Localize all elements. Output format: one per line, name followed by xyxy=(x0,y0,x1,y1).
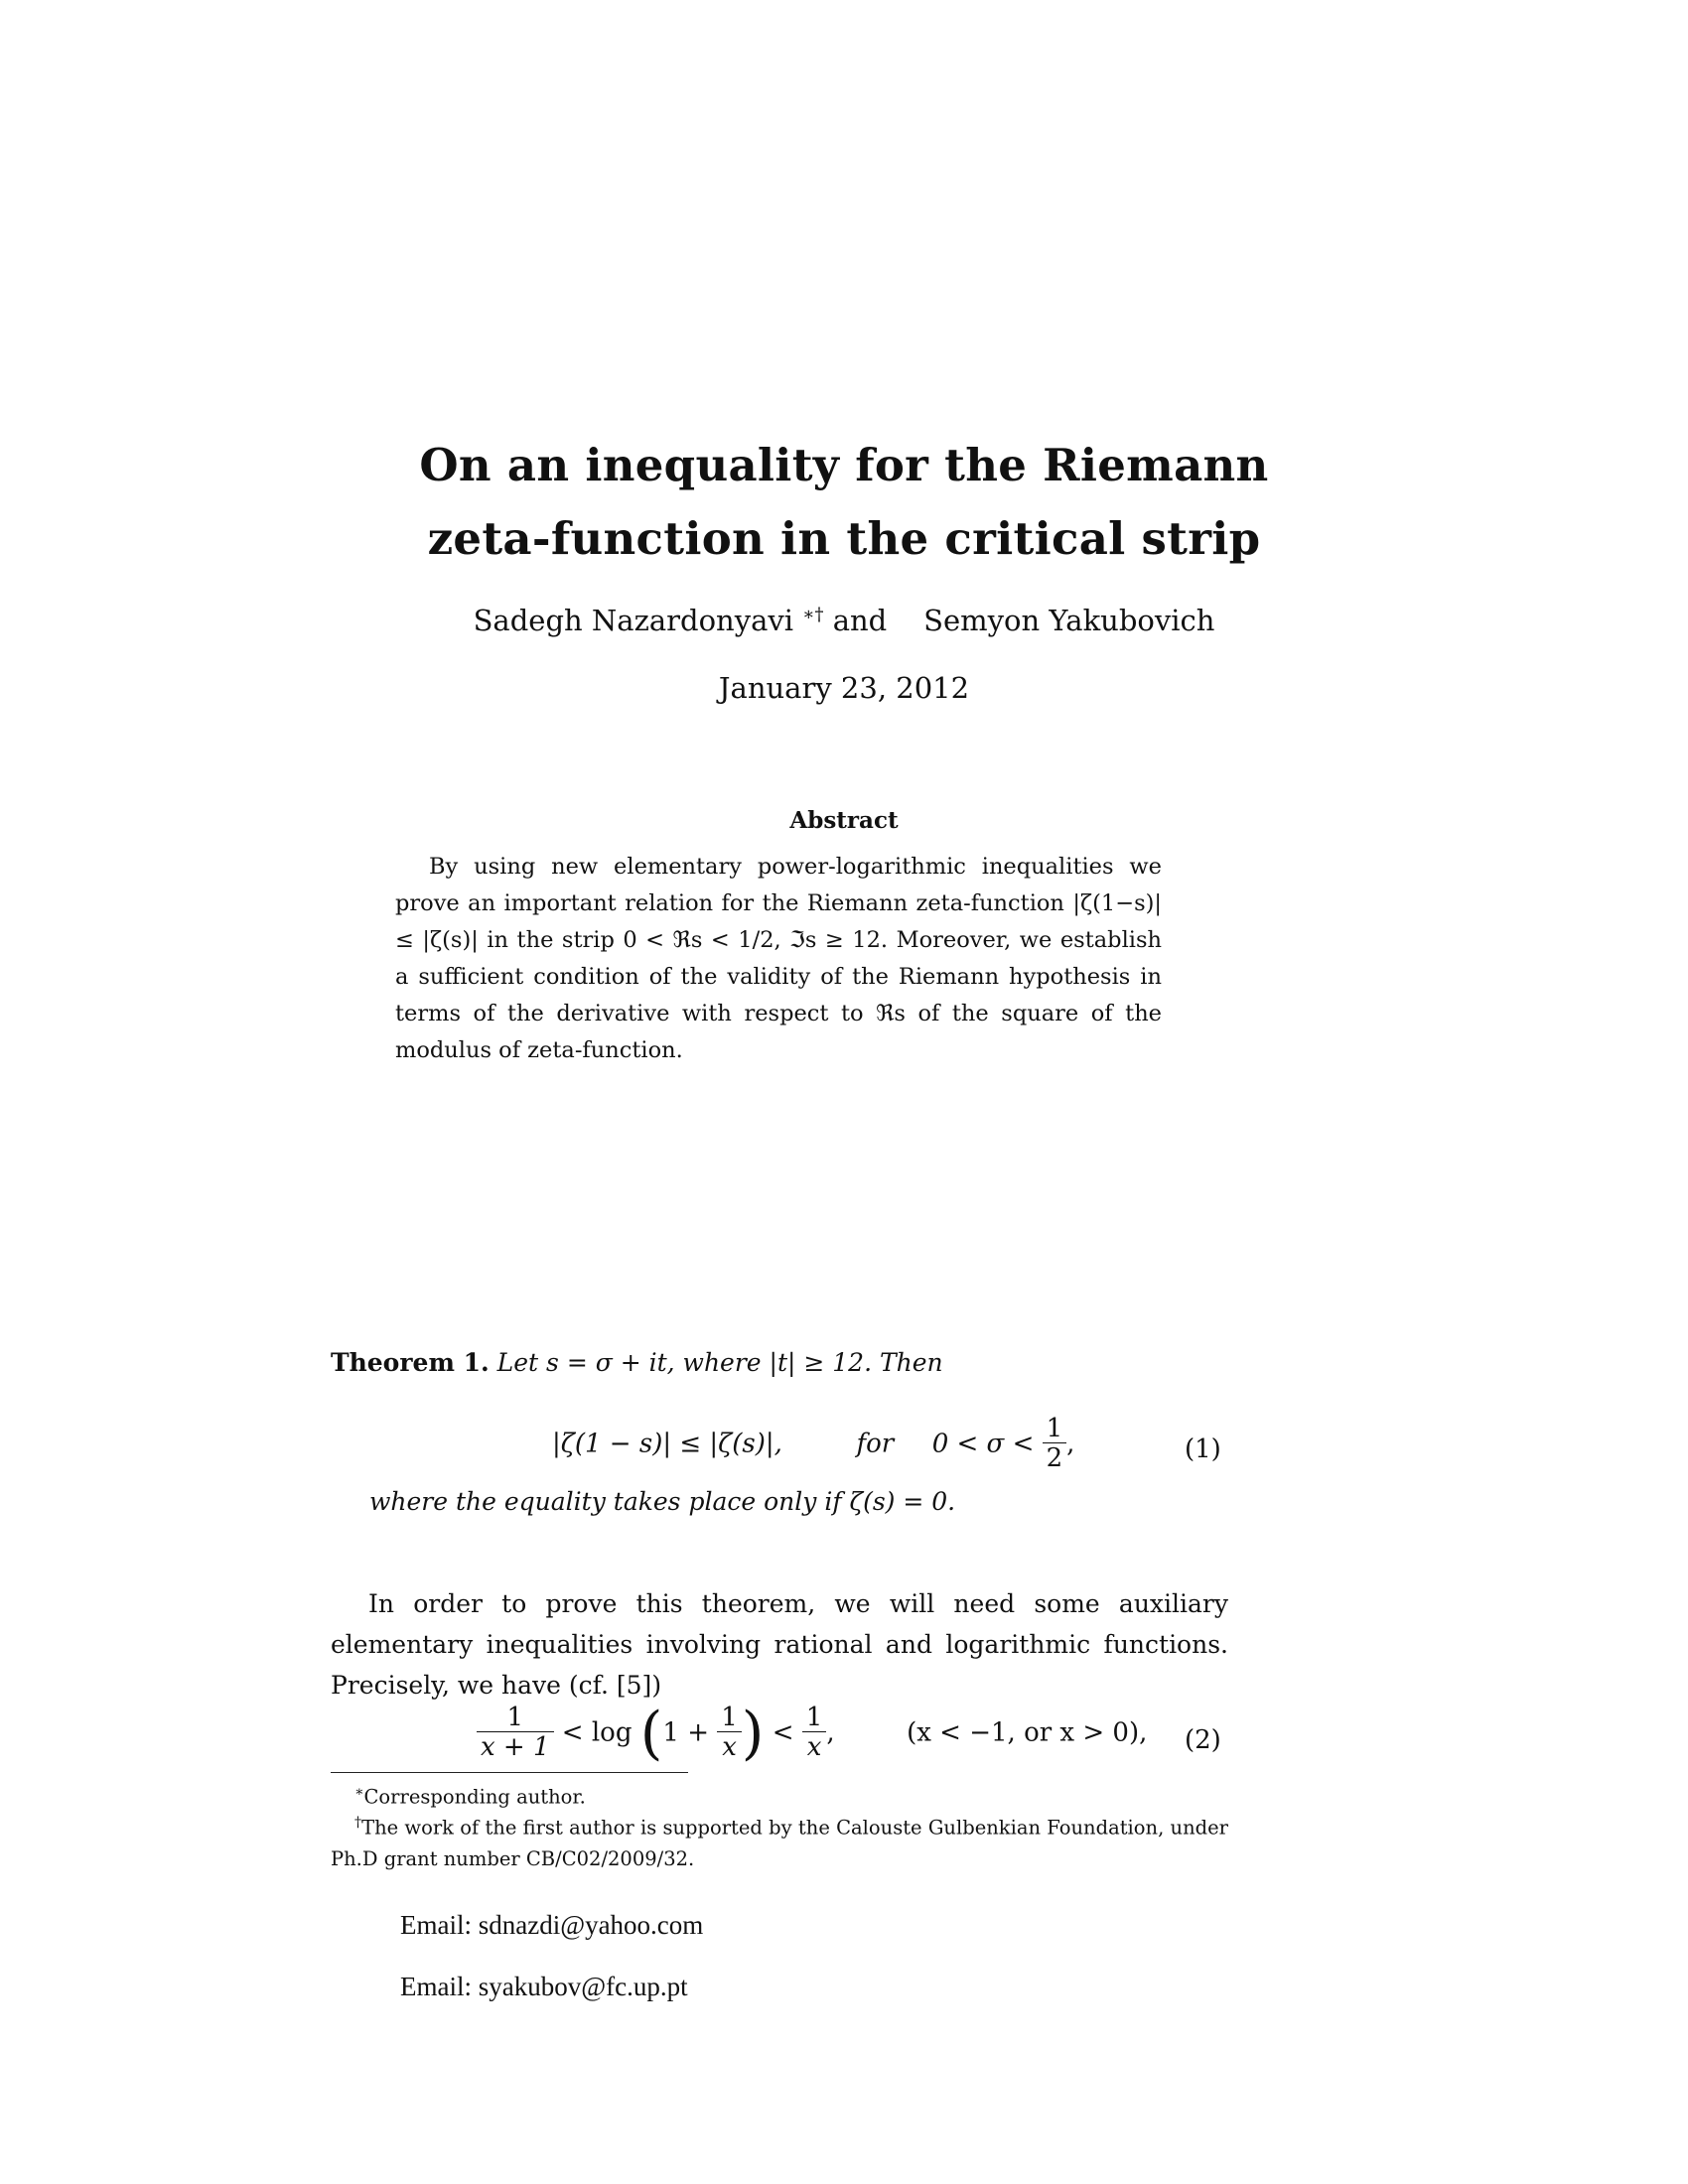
eq2-fraction-2 xyxy=(717,1704,742,1762)
email-2: Email: syakubov@fc.up.pt xyxy=(400,1972,688,2001)
eq2-fraction-1-numerator: 1 xyxy=(506,1703,524,1732)
eq2-fraction-2-denominator: x xyxy=(717,1731,742,1762)
paper-title xyxy=(0,429,1688,576)
eq1-condition: 0 < σ < xyxy=(931,1429,1035,1459)
eq1-fraction-denominator: 2 xyxy=(1043,1442,1067,1473)
author-1-footnote-marks: ∗† xyxy=(802,604,824,625)
equation-2 xyxy=(477,1699,1148,1767)
eq2-fraction-3-denominator: x xyxy=(802,1731,827,1762)
eq2-comma: , xyxy=(826,1717,835,1748)
eq1-for: for xyxy=(856,1429,895,1459)
abstract-heading: Abstract xyxy=(789,807,899,834)
equation-2-number: (2) xyxy=(1185,1725,1221,1755)
eq2-less-than-1: < xyxy=(561,1717,584,1748)
theorem-hypothesis: Let s = σ + it, where |t| ≥ 12. Then xyxy=(496,1348,943,1377)
author-1: Sadegh Nazardonyavi xyxy=(473,604,794,637)
author-2: Semyon Yakubovich xyxy=(923,604,1215,637)
title-line-1: On an inequality for the Riemann xyxy=(419,439,1269,491)
paper-date: January 23, 2012 xyxy=(718,671,970,705)
footnote-2-text: The work of the first author is supported by the Calouste Gulbenkian Foundation, under Ph.D grant number CB/C02/2009/32. xyxy=(331,1816,1228,1870)
footnote-2 xyxy=(331,1808,1228,1874)
eq2-fraction-2-numerator: 1 xyxy=(721,1703,738,1732)
equation-1 xyxy=(552,1415,1074,1473)
eq1-fraction-half xyxy=(1043,1415,1067,1473)
eq2-condition: (x < −1, or x > 0), xyxy=(907,1717,1148,1748)
equation-1-number: (1) xyxy=(1185,1434,1221,1464)
eq2-right-paren: ) xyxy=(741,1699,765,1767)
title-line-2: zeta-function in the critical strip xyxy=(427,512,1261,565)
eq2-fraction-1-denominator: x + 1 xyxy=(477,1731,554,1762)
author-conjunction: and xyxy=(832,604,888,637)
body-paragraph: In order to prove this theorem, we will need some auxiliary elementary inequalities involving rational and logarithmic functions. Precisely, we have (cf. [5]) xyxy=(331,1589,1228,1700)
eq2-one-plus: 1 + xyxy=(662,1717,709,1748)
footnote-1-text: Corresponding author. xyxy=(363,1785,586,1809)
eq2-less-than-2: < xyxy=(772,1717,794,1748)
eq2-fraction-3-numerator: 1 xyxy=(805,1703,823,1732)
theorem-closing: where the equality takes place only if ζ(s) = 0. xyxy=(369,1487,956,1516)
author-line xyxy=(0,604,1688,637)
eq2-left-paren: ( xyxy=(639,1699,663,1767)
eq1-comma: , xyxy=(1066,1429,1075,1459)
email-1: Email: sdnazdi@yahoo.com xyxy=(400,1910,704,1940)
footnote-rule xyxy=(331,1772,688,1773)
eq1-inequality: |ζ(1 − s)| ≤ |ζ(s)|, xyxy=(552,1429,782,1459)
abstract-text: By using new elementary power-logarithmic inequalities we prove an important relation for the Riemann zeta-function |ζ(1−s)| ≤ |ζ(s)| in the strip 0 < ℜs < 1/2, ℑs ≥ 12. Moreover, we establish a sufficient condition of the validity of the Riemann hypothesis in terms of the derivative with respect to ℜs of the square of the modulus of zeta-function. xyxy=(395,854,1162,1063)
theorem-label: Theorem 1. xyxy=(331,1348,490,1377)
eq2-log: log xyxy=(591,1717,633,1748)
eq2-fraction-3 xyxy=(802,1704,827,1762)
footnote-1-mark: ∗ xyxy=(354,1784,364,1800)
theorem-statement xyxy=(331,1348,943,1377)
eq2-fraction-1 xyxy=(477,1704,554,1762)
footnote-2-mark: † xyxy=(354,1815,362,1831)
eq1-fraction-numerator: 1 xyxy=(1046,1414,1063,1443)
